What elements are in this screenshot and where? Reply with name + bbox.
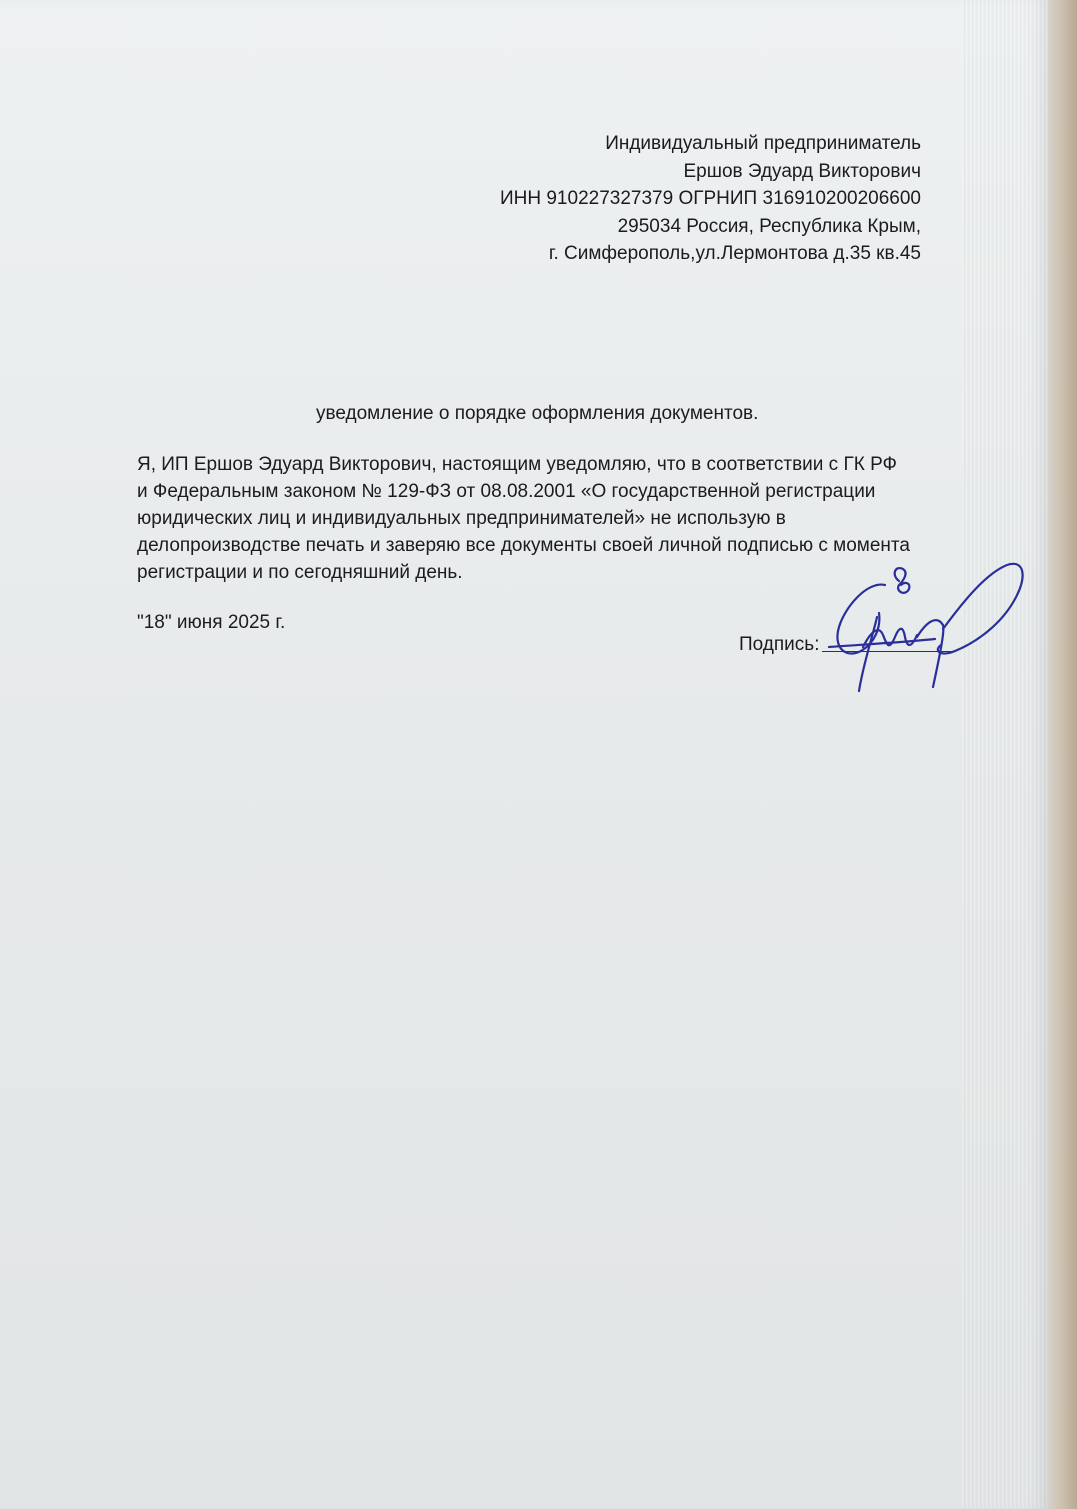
body-line-5: регистрации и по сегодняшний день. — [137, 562, 463, 583]
body-line-3: юридических лиц и индивидуальных предпринимателей» не использую в — [137, 508, 786, 529]
handwritten-signature — [815, 555, 1030, 700]
body-line-2: и Федеральным законом № 129-ФЗ от 08.08.2001 «О государственной регистрации — [137, 481, 876, 502]
header-line-region: 295034 Россия, Республика Крым, — [617, 215, 921, 237]
document-date: "18" июня 2025 г. — [137, 612, 286, 633]
body-line-1: Я, ИП Ершов Эдуард Викторович, настоящим уведомляю, что в соответствии с ГК РФ — [137, 454, 897, 475]
paper-stack-edge — [962, 0, 1048, 1509]
sender-header — [500, 130, 921, 268]
document-body — [137, 451, 910, 586]
body-line-4: делопроизводстве печать и заверяю все документы своей личной подписью с момента — [137, 535, 910, 556]
header-line-address: г. Симферополь,ул.Лермонтова д.35 кв.45 — [548, 243, 921, 264]
header-line-title: Индивидуальный предприниматель — [605, 133, 921, 154]
signature-label: Подпись: — [739, 634, 820, 655]
document-title: уведомление о порядке оформления документов. — [316, 403, 759, 424]
background-surface — [1048, 0, 1077, 1509]
header-line-ids: ИНН 910227327379 ОГРНИП 316910200206600 — [499, 188, 921, 209]
header-line-name: Ершов Эдуард Викторович — [683, 160, 921, 182]
